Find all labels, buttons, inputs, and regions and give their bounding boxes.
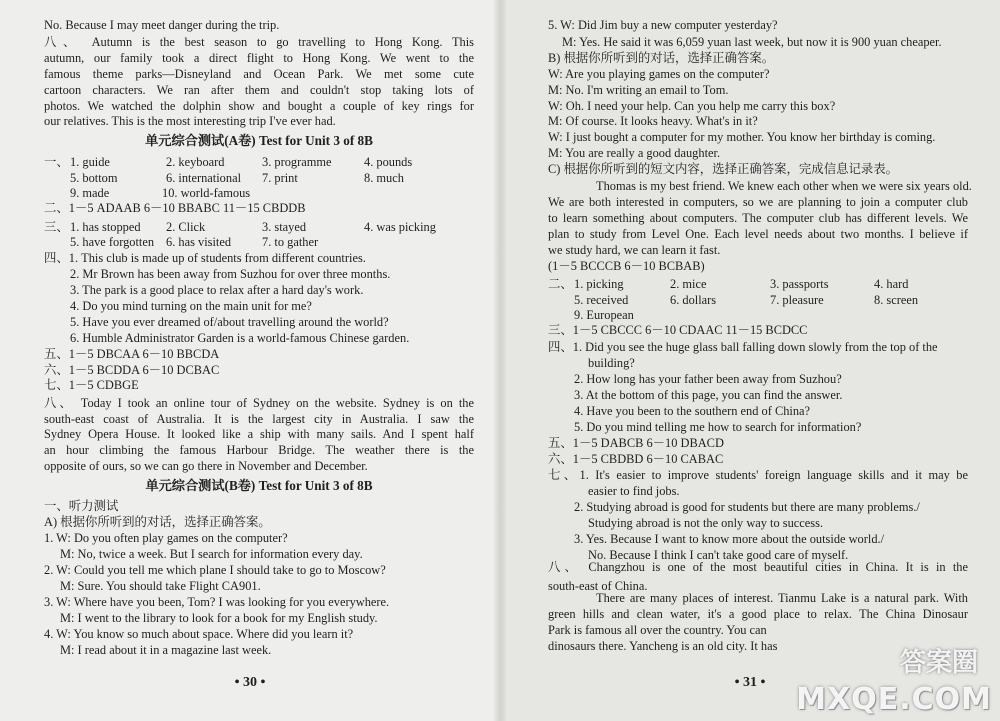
right-text-line: 5. W: Did Jim buy a new computer yesterday? — [548, 18, 778, 32]
left-text-line: 5. Have you ever dreamed of/about travelling around the world? — [70, 315, 389, 329]
right-text-line: M: Of course. It looks heavy. What's in it? — [548, 114, 758, 128]
left-answer-cell: 1. has stopped — [70, 220, 141, 234]
left-answer-cell: 1. guide — [70, 155, 110, 169]
watermark-bottom: MXQE.COM — [796, 682, 992, 717]
right-text-line: green hills and clean water, it's a good place to relax. The China Dinosaur — [548, 607, 968, 621]
left-text-line: 4. Do you mind turning on the main unit for me? — [70, 299, 312, 313]
left-text-line: cartoon characters. We ran after them and couldn't stop taking lots of — [44, 83, 474, 97]
left-answer-cell: 10. world-famous — [162, 186, 251, 200]
left-text-line: 一、 — [44, 155, 69, 169]
right-text-line: Thomas is my best friend. We knew each other when we were six years old. — [596, 179, 972, 193]
right-text-line: No. Because I think I can't take good care of myself. — [588, 548, 849, 562]
left-answer-cell: 3. programme — [262, 155, 332, 169]
right-text-line: 3. At the bottom of this page, you can find the answer. — [574, 388, 843, 402]
left-text-line: 单元综合测试(A卷) Test for Unit 3 of 8B — [145, 133, 373, 148]
left-text-line: 单元综合测试(B卷) Test for Unit 3 of 8B — [145, 478, 373, 493]
right-text-line: 3. Yes. Because I want to know more about the outside world./ — [574, 532, 885, 546]
left-text-line: 六、1－5 BCDDA 6－10 DCBAC — [44, 363, 220, 377]
left-answer-cell: 4. pounds — [364, 155, 413, 169]
right-text-line: to learn something about computers. The computer club has different levels. We — [548, 211, 968, 225]
book-gutter — [494, 0, 506, 721]
left-text-line: 七、1－5 CDBGE — [44, 378, 139, 392]
left-text-line: 五、1－5 DBCAA 6－10 BBCDA — [44, 347, 220, 361]
left-answer-cell: 5. bottom — [70, 171, 118, 185]
left-answer-cell: 5. have forgotten — [70, 235, 155, 249]
right-text-line: 三、1－5 CBCCC 6－10 CDAAC 11－15 BCDCC — [548, 323, 808, 337]
left-text-line: 2. Mr Brown has been away from Suzhou for over three months. — [70, 267, 391, 281]
left-answer-cell: 3. stayed — [262, 220, 307, 234]
left-text-line: 3. W: Where have you been, Tom? I was looking for you everywhere. — [44, 595, 390, 609]
right-text-line: dinosaurs there. Yancheng is an old city. It has — [548, 639, 778, 653]
right-answer-cell: 5. received — [574, 293, 629, 307]
watermark-logo — [796, 647, 994, 717]
right-text-line: C) 根据你所听到的短文内容，选择正确答案，完成信息记录表。 — [548, 162, 899, 176]
right-text-line: Park is famous all over the country. You can — [548, 623, 767, 637]
left-text-line: famous theme parks—Disneyland and Ocean Park. We met some cute — [44, 67, 474, 81]
left-text-line: 一、听力测试 — [44, 499, 119, 513]
left-text-line: 四、1. This club is made up of students from different countries. — [44, 251, 366, 265]
right-text-line: Studying abroad is not the only way to success. — [588, 516, 824, 530]
left-answer-cell: 2. keyboard — [166, 155, 225, 169]
page-number-right: • 31 • — [734, 675, 766, 690]
right-text-line: we study hard, we can learn it fast. — [548, 243, 721, 257]
left-answer-cell: 7. print — [262, 171, 298, 185]
right-text-line: south-east of China. — [548, 579, 648, 593]
right-text-line: 七、1. It's easier to improve students' foreign language skills and it may be — [548, 468, 968, 482]
right-text-line: W: I just bought a computer for my mother. You know her birthday is coming. — [548, 130, 936, 144]
right-text-line: We are both interested in computers, so we are planning to join a computer club — [548, 195, 968, 209]
right-text-line: 2. Studying abroad is good for students but there are many problems./ — [574, 500, 920, 514]
page-number-left: • 30 • — [234, 675, 266, 690]
left-text-line: No. Because I may meet danger during the trip. — [44, 18, 280, 32]
right-answer-cell: 1. picking — [574, 277, 624, 291]
left-text-line: opposite of ours, so we can go there in November and December. — [44, 459, 368, 473]
left-answer-cell: 7. to gather — [262, 235, 319, 249]
right-text-line: B) 根据你所听到的对话，选择正确答案。 — [548, 51, 775, 65]
left-text-line: 八、 Autumn is the best season to go travelling to Hong Kong. This — [44, 35, 474, 49]
right-text-line: 2. How long has your father been away from Suzhou? — [574, 372, 842, 386]
right-text-line: (1－5 BCCCB 6－10 BCBAB) — [548, 259, 705, 273]
right-text-line: M: You are really a good daughter. — [548, 146, 721, 160]
left-text-line: A) 根据你所听到的对话，选择正确答案。 — [44, 515, 271, 529]
left-answer-cell: 2. Click — [166, 220, 206, 234]
right-answer-cell: 3. passports — [770, 277, 829, 291]
left-text-line: an hour climbing the famous Harbour Bridge. The weather there is the — [44, 443, 474, 457]
left-text-line: photos. We watched the dolphin show and bought a couple of key rings for — [44, 99, 474, 113]
right-answer-cell: 7. pleasure — [770, 293, 824, 307]
right-page — [500, 0, 1000, 721]
right-text-line: 4. Have you been to the southern end of China? — [574, 404, 811, 418]
left-answer-cell: 6. has visited — [166, 235, 232, 249]
left-answer-cell: 9. made — [70, 186, 110, 200]
right-answer-cell: 9. European — [574, 308, 634, 322]
left-text-line: 2. W: Could you tell me which plane I should take to go to Moscow? — [44, 563, 386, 577]
right-text-line: 五、1－5 DABCB 6－10 DBACD — [548, 436, 724, 450]
left-text-line: 三、 — [44, 220, 69, 234]
right-answer-cell: 8. screen — [874, 293, 919, 307]
left-answer-cell: 6. international — [166, 171, 242, 185]
left-answer-cell: 8. much — [364, 171, 404, 185]
left-text-line: 八、 Today I took an online tour of Sydney on the website. Sydney is on the — [44, 396, 474, 410]
right-answer-cell: 4. hard — [874, 277, 909, 291]
right-text-line: W: Are you playing games on the computer? — [548, 67, 770, 81]
left-answer-cell: 4. was picking — [364, 220, 436, 234]
left-text-line: M: No, twice a week. But I search for information every day. — [60, 547, 363, 561]
right-text-line: There are many places of interest. Tianmu Lake is a natural park. With — [596, 591, 968, 605]
left-text-line: 1. W: Do you often play games on the computer? — [44, 531, 288, 545]
left-text-line: 3. The park is a good place to relax after a hard day's work. — [70, 283, 364, 297]
left-text-line: M: Sure. You should take Flight CA901. — [60, 579, 261, 593]
right-text-line: 八、 Changzhou is one of the most beautiful cities in China. It is in the — [548, 560, 968, 574]
right-text-line: M: No. I'm writing an email to Tom. — [548, 83, 729, 97]
left-text-line: our relatives. This is the most interesting trip I've ever had. — [44, 114, 336, 128]
right-text-line: building? — [588, 356, 635, 370]
right-text-line: M: Yes. He said it was 6,059 yuan last week, but now it is 900 yuan cheaper. — [562, 35, 942, 49]
right-answer-cell: 2. mice — [670, 277, 707, 291]
left-text-line: autumn, our family took a direct flight to Hong Kong. We went to the — [44, 51, 474, 65]
left-text-line: 6. Humble Administrator Garden is a world-famous Chinese garden. — [70, 331, 410, 345]
left-text-line: 4. W: You know so much about space. Where did you learn it? — [44, 627, 354, 641]
right-text-line: easier to find jobs. — [588, 484, 680, 498]
left-text-line: M: I went to the library to look for a book for my English study. — [60, 611, 378, 625]
left-text-line: M: I read about it in a magazine last week. — [60, 643, 272, 657]
right-text-line: plan to study from Level One. Each level needs about two months. I believe if — [548, 227, 968, 241]
right-answer-cell: 6. dollars — [670, 293, 717, 307]
left-text-line: Sydney Opera House. It looked like a ship with many sails. And I spent half — [44, 427, 474, 441]
right-text-line: 四、1. Did you see the huge glass ball falling down slowly from the top of the — [548, 340, 938, 354]
left-text-line: 二、1－5 ADAAB 6－10 BBABC 11－15 CBDDB — [44, 201, 306, 215]
right-text-line: 六、1－5 CBDBD 6－10 CABAC — [548, 452, 724, 466]
right-text-line: 5. Do you mind telling me how to search for information? — [574, 420, 862, 434]
right-text-line: W: Oh. I need your help. Can you help me carry this box? — [548, 99, 836, 113]
right-text-line: 二、 — [548, 277, 573, 291]
watermark-top: 答案圈 — [899, 648, 978, 678]
left-text-line: south-east coast of Australia. It is the largest city in Australia. I saw the — [44, 412, 474, 426]
